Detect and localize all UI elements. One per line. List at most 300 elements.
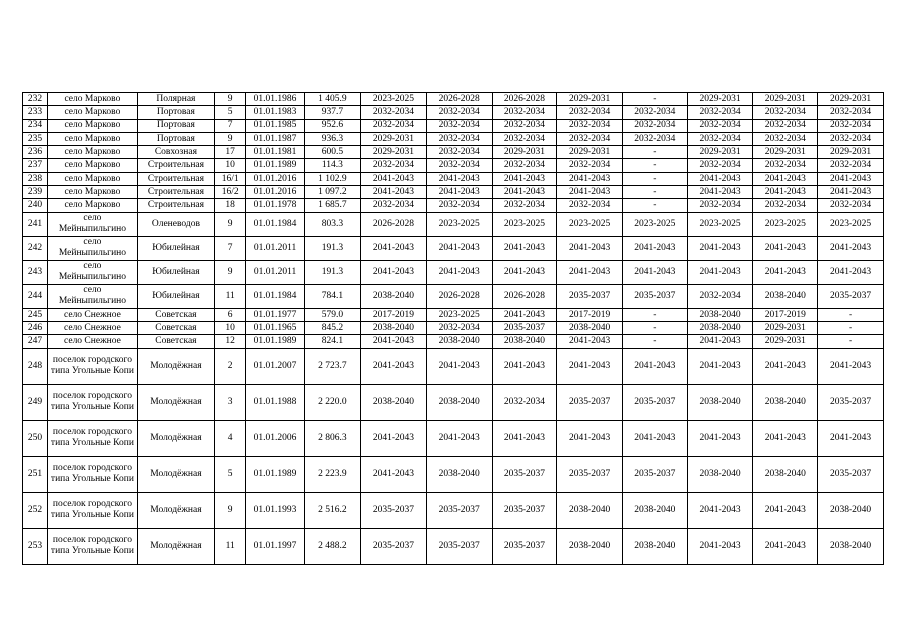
house-number-cell: 3 [215, 384, 246, 420]
period-cell: 2041-2043 [623, 420, 688, 456]
street-cell: Молодёжная [137, 420, 214, 456]
house-number-cell: 7 [215, 236, 246, 260]
settlement-cell: поселок городского типа Угольные Копи [48, 384, 138, 420]
date-cell: 01.01.1985 [246, 119, 304, 132]
settlement-cell: село Марково [48, 186, 138, 199]
row-number: 249 [23, 384, 48, 420]
house-number-cell: 5 [215, 106, 246, 119]
period-cell: 2035-2037 [492, 321, 557, 334]
row-number: 246 [23, 321, 48, 334]
period-cell: 2035-2037 [557, 284, 623, 308]
settlement-cell: село Снежное [48, 308, 138, 321]
period-cell: 2041-2043 [818, 420, 884, 456]
period-cell: 2041-2043 [687, 492, 753, 528]
period-cell: 2032-2034 [492, 106, 557, 119]
area-cell: 1 102.9 [304, 172, 360, 185]
table-row [23, 159, 884, 172]
table-row [23, 456, 884, 492]
period-cell: 2029-2031 [687, 146, 753, 159]
period-cell: 2032-2034 [753, 106, 818, 119]
period-cell: 2023-2025 [426, 308, 492, 321]
area-cell: 824.1 [304, 335, 360, 348]
area-cell: 2 220.0 [304, 384, 360, 420]
period-cell: 2029-2031 [753, 335, 818, 348]
period-cell: 2041-2043 [426, 260, 492, 284]
row-number: 250 [23, 420, 48, 456]
street-cell: Портовая [137, 119, 214, 132]
period-cell: 2032-2034 [426, 106, 492, 119]
house-number-cell: 16/1 [215, 172, 246, 185]
period-cell: 2032-2034 [687, 119, 753, 132]
period-cell: 2032-2034 [623, 119, 688, 132]
period-cell: 2041-2043 [623, 348, 688, 384]
period-cell: 2023-2025 [623, 212, 688, 236]
settlement-cell: поселок городского типа Угольные Копи [48, 492, 138, 528]
settlement-cell: село Снежное [48, 321, 138, 334]
date-cell: 01.01.1989 [246, 456, 304, 492]
date-cell: 01.01.2016 [246, 186, 304, 199]
period-cell: 2032-2034 [361, 159, 427, 172]
period-cell: 2041-2043 [361, 236, 427, 260]
period-cell: 2041-2043 [687, 348, 753, 384]
area-cell: 2 516.2 [304, 492, 360, 528]
date-cell: 01.01.1993 [246, 492, 304, 528]
period-cell: 2038-2040 [557, 528, 623, 564]
date-cell: 01.01.1984 [246, 284, 304, 308]
area-cell: 2 806.3 [304, 420, 360, 456]
street-cell: Портовая [137, 106, 214, 119]
street-cell: Портовая [137, 132, 214, 145]
period-cell: 2041-2043 [687, 186, 753, 199]
period-cell: 2041-2043 [557, 186, 623, 199]
period-cell: 2041-2043 [818, 348, 884, 384]
period-cell: 2041-2043 [753, 492, 818, 528]
row-number: 252 [23, 492, 48, 528]
period-cell: 2029-2031 [557, 93, 623, 106]
period-cell: 2026-2028 [426, 93, 492, 106]
period-cell: 2041-2043 [753, 236, 818, 260]
period-cell: - [623, 186, 688, 199]
period-cell: 2041-2043 [753, 420, 818, 456]
period-cell: 2029-2031 [753, 93, 818, 106]
period-cell: 2032-2034 [492, 384, 557, 420]
period-cell: 2035-2037 [818, 456, 884, 492]
house-number-cell: 4 [215, 420, 246, 456]
period-cell: 2041-2043 [361, 456, 427, 492]
table-row [23, 284, 884, 308]
period-cell: 2041-2043 [361, 260, 427, 284]
period-cell: 2038-2040 [753, 284, 818, 308]
street-cell: Строительная [137, 186, 214, 199]
row-number: 241 [23, 212, 48, 236]
table-row [23, 321, 884, 334]
period-cell: 2032-2034 [426, 119, 492, 132]
settlement-cell: село Снежное [48, 335, 138, 348]
table-row [23, 106, 884, 119]
date-cell: 01.01.1978 [246, 199, 304, 212]
period-cell: 2032-2034 [753, 159, 818, 172]
house-number-cell: 17 [215, 146, 246, 159]
period-cell: 2038-2040 [361, 321, 427, 334]
period-cell: 2035-2037 [818, 384, 884, 420]
period-cell: 2038-2040 [623, 492, 688, 528]
settlement-cell: поселок городского типа Угольные Копи [48, 528, 138, 564]
period-cell: 2032-2034 [818, 159, 884, 172]
period-cell: 2023-2025 [361, 93, 427, 106]
settlement-cell: село Марково [48, 106, 138, 119]
period-cell: 2041-2043 [492, 308, 557, 321]
house-number-cell: 9 [215, 260, 246, 284]
schedule-table [22, 92, 884, 565]
street-cell: Молодёжная [137, 384, 214, 420]
period-cell: 2038-2040 [687, 321, 753, 334]
period-cell: 2035-2037 [557, 456, 623, 492]
period-cell: 2041-2043 [687, 420, 753, 456]
date-cell: 01.01.2011 [246, 236, 304, 260]
settlement-cell: поселок городского типа Угольные Копи [48, 348, 138, 384]
table-row [23, 146, 884, 159]
period-cell: 2035-2037 [426, 528, 492, 564]
period-cell: 2038-2040 [687, 384, 753, 420]
period-cell: - [623, 308, 688, 321]
house-number-cell: 9 [215, 212, 246, 236]
house-number-cell: 16/2 [215, 186, 246, 199]
period-cell: 2032-2034 [361, 119, 427, 132]
settlement-cell: поселок городского типа Угольные Копи [48, 456, 138, 492]
house-number-cell: 10 [215, 159, 246, 172]
period-cell: 2041-2043 [426, 186, 492, 199]
row-number: 235 [23, 132, 48, 145]
settlement-cell: село Марково [48, 199, 138, 212]
period-cell: 2032-2034 [623, 132, 688, 145]
period-cell: - [623, 93, 688, 106]
area-cell: 2 223.9 [304, 456, 360, 492]
street-cell: Строительная [137, 199, 214, 212]
period-cell: 2032-2034 [818, 199, 884, 212]
date-cell: 01.01.2016 [246, 172, 304, 185]
period-cell: 2038-2040 [818, 492, 884, 528]
period-cell: 2041-2043 [361, 348, 427, 384]
area-cell: 2 488.2 [304, 528, 360, 564]
period-cell: 2041-2043 [623, 236, 688, 260]
period-cell: 2041-2043 [492, 236, 557, 260]
period-cell: 2041-2043 [492, 260, 557, 284]
period-cell: 2041-2043 [426, 236, 492, 260]
row-number: 234 [23, 119, 48, 132]
row-number: 240 [23, 199, 48, 212]
period-cell: 2035-2037 [361, 528, 427, 564]
street-cell: Молодёжная [137, 348, 214, 384]
row-number: 236 [23, 146, 48, 159]
period-cell: 2032-2034 [557, 159, 623, 172]
period-cell: 2032-2034 [426, 199, 492, 212]
period-cell: - [623, 146, 688, 159]
period-cell: 2023-2025 [818, 212, 884, 236]
period-cell: 2032-2034 [557, 132, 623, 145]
row-number: 242 [23, 236, 48, 260]
period-cell: 2038-2040 [687, 308, 753, 321]
period-cell: 2041-2043 [818, 186, 884, 199]
date-cell: 01.01.1977 [246, 308, 304, 321]
settlement-cell: село Марково [48, 119, 138, 132]
period-cell: 2041-2043 [818, 260, 884, 284]
period-cell: - [623, 335, 688, 348]
period-cell: 2032-2034 [687, 159, 753, 172]
period-cell: 2032-2034 [753, 199, 818, 212]
row-number: 237 [23, 159, 48, 172]
period-cell: 2041-2043 [492, 420, 557, 456]
area-cell: 936.3 [304, 132, 360, 145]
period-cell: 2038-2040 [687, 456, 753, 492]
period-cell: 2029-2031 [492, 146, 557, 159]
period-cell: 2029-2031 [361, 132, 427, 145]
period-cell: 2041-2043 [687, 236, 753, 260]
period-cell: 2038-2040 [557, 321, 623, 334]
settlement-cell: село Марково [48, 159, 138, 172]
date-cell: 01.01.1986 [246, 93, 304, 106]
period-cell: 2038-2040 [426, 384, 492, 420]
date-cell: 01.01.2006 [246, 420, 304, 456]
period-cell: 2035-2037 [623, 456, 688, 492]
area-cell: 1 685.7 [304, 199, 360, 212]
street-cell: Советская [137, 335, 214, 348]
period-cell: 2041-2043 [557, 236, 623, 260]
period-cell: 2032-2034 [361, 199, 427, 212]
period-cell: 2038-2040 [426, 335, 492, 348]
period-cell: 2041-2043 [492, 172, 557, 185]
area-cell: 803.3 [304, 212, 360, 236]
period-cell: 2032-2034 [753, 132, 818, 145]
street-cell: Советская [137, 308, 214, 321]
date-cell: 01.01.1984 [246, 212, 304, 236]
table-row [23, 528, 884, 564]
period-cell: 2035-2037 [492, 528, 557, 564]
date-cell: 01.01.1989 [246, 159, 304, 172]
period-cell: 2041-2043 [557, 348, 623, 384]
period-cell: 2032-2034 [492, 119, 557, 132]
period-cell: 2041-2043 [361, 172, 427, 185]
period-cell: 2032-2034 [818, 119, 884, 132]
period-cell: 2017-2019 [753, 308, 818, 321]
table-row [23, 212, 884, 236]
settlement-cell: село Мейныпильгино [48, 236, 138, 260]
period-cell: 2041-2043 [753, 172, 818, 185]
house-number-cell: 9 [215, 93, 246, 106]
period-cell: 2038-2040 [753, 384, 818, 420]
period-cell: 2041-2043 [687, 172, 753, 185]
period-cell: 2032-2034 [426, 146, 492, 159]
period-cell: 2023-2025 [426, 212, 492, 236]
street-cell: Юбилейная [137, 284, 214, 308]
period-cell: 2041-2043 [426, 420, 492, 456]
table-row [23, 186, 884, 199]
street-cell: Полярная [137, 93, 214, 106]
date-cell: 01.01.1997 [246, 528, 304, 564]
period-cell: 2041-2043 [557, 420, 623, 456]
period-cell: 2032-2034 [623, 106, 688, 119]
period-cell: 2017-2019 [557, 308, 623, 321]
row-number: 247 [23, 335, 48, 348]
settlement-cell: село Мейныпильгино [48, 212, 138, 236]
period-cell: 2035-2037 [492, 492, 557, 528]
date-cell: 01.01.1983 [246, 106, 304, 119]
period-cell: 2026-2028 [492, 284, 557, 308]
period-cell: 2041-2043 [753, 186, 818, 199]
period-cell: 2026-2028 [426, 284, 492, 308]
period-cell: - [623, 321, 688, 334]
period-cell: 2041-2043 [753, 260, 818, 284]
period-cell: - [623, 199, 688, 212]
settlement-cell: село Мейныпильгино [48, 284, 138, 308]
street-cell: Совхозная [137, 146, 214, 159]
settlement-cell: село Марково [48, 172, 138, 185]
period-cell: 2038-2040 [753, 456, 818, 492]
period-cell: 2038-2040 [492, 335, 557, 348]
table-row [23, 172, 884, 185]
date-cell: 01.01.1988 [246, 384, 304, 420]
row-number: 233 [23, 106, 48, 119]
house-number-cell: 11 [215, 284, 246, 308]
table-row [23, 236, 884, 260]
period-cell: 2041-2043 [687, 528, 753, 564]
street-cell: Молодёжная [137, 456, 214, 492]
row-number: 232 [23, 93, 48, 106]
area-cell: 952.6 [304, 119, 360, 132]
area-cell: 1 405.9 [304, 93, 360, 106]
period-cell: 2041-2043 [361, 420, 427, 456]
date-cell: 01.01.2007 [246, 348, 304, 384]
period-cell: 2041-2043 [426, 348, 492, 384]
table-row [23, 335, 884, 348]
period-cell: 2032-2034 [426, 132, 492, 145]
house-number-cell: 12 [215, 335, 246, 348]
table-row [23, 384, 884, 420]
period-cell: 2041-2043 [623, 260, 688, 284]
period-cell: 2032-2034 [687, 199, 753, 212]
period-cell: 2041-2043 [753, 528, 818, 564]
period-cell: 2029-2031 [557, 146, 623, 159]
period-cell: 2029-2031 [753, 321, 818, 334]
table-row [23, 260, 884, 284]
area-cell: 784.1 [304, 284, 360, 308]
period-cell: 2032-2034 [426, 159, 492, 172]
row-number: 244 [23, 284, 48, 308]
period-cell: 2041-2043 [557, 335, 623, 348]
period-cell: 2032-2034 [818, 132, 884, 145]
period-cell: 2038-2040 [818, 528, 884, 564]
period-cell: - [818, 335, 884, 348]
period-cell: 2026-2028 [492, 93, 557, 106]
date-cell: 01.01.1965 [246, 321, 304, 334]
house-number-cell: 9 [215, 492, 246, 528]
row-number: 243 [23, 260, 48, 284]
street-cell: Оленеводов [137, 212, 214, 236]
period-cell: 2035-2037 [623, 284, 688, 308]
area-cell: 1 097.2 [304, 186, 360, 199]
table-row [23, 492, 884, 528]
street-cell: Юбилейная [137, 260, 214, 284]
date-cell: 01.01.1981 [246, 146, 304, 159]
period-cell: 2032-2034 [361, 106, 427, 119]
period-cell: 2035-2037 [623, 384, 688, 420]
period-cell: 2029-2031 [818, 93, 884, 106]
house-number-cell: 5 [215, 456, 246, 492]
table-body [23, 93, 884, 565]
period-cell: 2032-2034 [492, 159, 557, 172]
period-cell: 2035-2037 [361, 492, 427, 528]
area-cell: 579.0 [304, 308, 360, 321]
period-cell: 2029-2031 [361, 146, 427, 159]
table-row [23, 348, 884, 384]
period-cell: 2038-2040 [557, 492, 623, 528]
settlement-cell: село Марково [48, 93, 138, 106]
period-cell: 2023-2025 [492, 212, 557, 236]
period-cell: 2041-2043 [492, 348, 557, 384]
row-number: 251 [23, 456, 48, 492]
house-number-cell: 10 [215, 321, 246, 334]
row-number: 238 [23, 172, 48, 185]
period-cell: 2035-2037 [426, 492, 492, 528]
period-cell: 2029-2031 [818, 146, 884, 159]
house-number-cell: 2 [215, 348, 246, 384]
period-cell: 2041-2043 [687, 335, 753, 348]
area-cell: 191.3 [304, 260, 360, 284]
settlement-cell: село Марково [48, 132, 138, 145]
period-cell: 2032-2034 [687, 284, 753, 308]
period-cell: 2041-2043 [361, 335, 427, 348]
date-cell: 01.01.2011 [246, 260, 304, 284]
settlement-cell: поселок городского типа Угольные Копи [48, 420, 138, 456]
settlement-cell: село Марково [48, 146, 138, 159]
area-cell: 937.7 [304, 106, 360, 119]
street-cell: Молодёжная [137, 528, 214, 564]
street-cell: Строительная [137, 172, 214, 185]
period-cell: 2041-2043 [557, 260, 623, 284]
house-number-cell: 18 [215, 199, 246, 212]
period-cell: 2041-2043 [687, 260, 753, 284]
period-cell: 2041-2043 [492, 186, 557, 199]
period-cell: 2032-2034 [753, 119, 818, 132]
period-cell: 2035-2037 [557, 384, 623, 420]
table-row [23, 308, 884, 321]
area-cell: 2 723.7 [304, 348, 360, 384]
house-number-cell: 6 [215, 308, 246, 321]
period-cell: 2023-2025 [753, 212, 818, 236]
row-number: 248 [23, 348, 48, 384]
period-cell: 2041-2043 [361, 186, 427, 199]
area-cell: 114.3 [304, 159, 360, 172]
date-cell: 01.01.1987 [246, 132, 304, 145]
table-row [23, 420, 884, 456]
period-cell: 2032-2034 [818, 106, 884, 119]
period-cell: 2041-2043 [818, 172, 884, 185]
row-number: 239 [23, 186, 48, 199]
period-cell: 2032-2034 [557, 119, 623, 132]
period-cell: 2038-2040 [426, 456, 492, 492]
street-cell: Советская [137, 321, 214, 334]
period-cell: 2032-2034 [426, 321, 492, 334]
period-cell: 2029-2031 [687, 93, 753, 106]
period-cell: 2017-2019 [361, 308, 427, 321]
table-row [23, 119, 884, 132]
period-cell: 2032-2034 [687, 106, 753, 119]
row-number: 253 [23, 528, 48, 564]
period-cell: 2041-2043 [753, 348, 818, 384]
table-row [23, 199, 884, 212]
period-cell: 2041-2043 [426, 172, 492, 185]
house-number-cell: 7 [215, 119, 246, 132]
period-cell: 2032-2034 [492, 132, 557, 145]
